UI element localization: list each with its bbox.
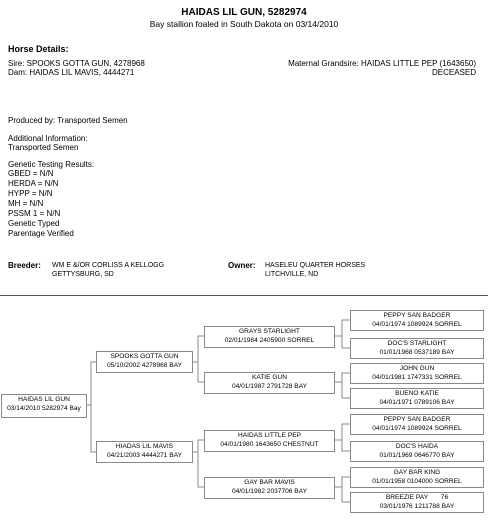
- pedigree-dam: [96, 441, 193, 463]
- horse-name: HAIDAS LITTLE PEP: [237, 432, 302, 439]
- horse-info: 01/01/1969 0646770 BAY: [379, 452, 455, 459]
- horse-info: 03/01/1976 1211788 BAY: [379, 503, 455, 510]
- horse-name: DOC'S STARLIGHT: [387, 340, 447, 347]
- genetic-result: HERDA = N/N: [8, 179, 59, 188]
- horse-name: BUENO KATIE: [395, 390, 439, 397]
- horse-info: 04/01/1974 1089924 SORREL: [372, 321, 462, 328]
- pedigree-subject: [1, 394, 87, 418]
- horse-name: GAY BAR KING: [393, 469, 441, 476]
- horse-info: 04/01/1982 2037706 BAY: [231, 488, 308, 495]
- horse-name: GAY BAR MAVIS: [244, 479, 295, 486]
- additional-info-value: Transported Semen: [8, 143, 79, 152]
- breeder-location: GETTYSBURG, SD: [52, 271, 114, 278]
- pedigree-gen4-4: [350, 388, 484, 409]
- horse-name: GRAYS STARLIGHT: [239, 328, 300, 335]
- produced-by: Produced by: Transported Semen: [8, 116, 128, 125]
- owner-name: HASELEU QUARTER HORSES: [265, 262, 366, 269]
- horse-name: HAIDAS LIL GUN: [18, 396, 70, 403]
- horse-info: 04/01/1971 0789106 BAY: [379, 399, 455, 406]
- pedigree-sire: [96, 351, 193, 373]
- horse-info: 01/01/1958 0104000 SORREL: [372, 478, 462, 485]
- horse-name: PEPPY SAN BADGER: [383, 416, 451, 423]
- horse-info: 04/01/1980 1643650 CHESTNUT: [220, 441, 319, 448]
- genetic-result: Genetic Typed: [8, 219, 60, 228]
- pedigree-gen4-1: [350, 310, 484, 331]
- horse-info: 02/01/1984 2405900 SORREL: [224, 337, 315, 344]
- pedigree-gen4-2: [350, 338, 484, 359]
- horse-info: 04/01/1981 1747331 SORREL: [372, 374, 462, 381]
- horse-name: BREEZIE PAY 76: [385, 494, 449, 501]
- horse-title: HAIDAS LIL GUN, 5282974: [181, 7, 307, 18]
- maternal-grandsire-status: DECEASED: [431, 68, 476, 77]
- genetic-result: GBED = N/N: [8, 169, 54, 178]
- pedigree-gen3-2: [204, 372, 335, 394]
- horse-name: KATIE GUN: [251, 374, 288, 381]
- horse-info: 03/14/2010 5282974 Bay: [7, 405, 81, 412]
- horse-info: 04/01/1987 2791728 BAY: [231, 383, 308, 390]
- pedigree-gen4-7: [350, 467, 484, 488]
- pedigree-gen4-6: [350, 441, 484, 462]
- breeder-name: WM E &/OR CORLISS A KELLOGG: [52, 262, 165, 269]
- genetic-testing-heading: Genetic Testing Results:: [8, 160, 95, 169]
- breeder-label: Breeder:: [8, 261, 41, 270]
- horse-name: JOHN GUN: [399, 365, 435, 372]
- pedigree-gen4-8: [350, 492, 484, 513]
- horse-details-heading: Horse Details:: [8, 44, 69, 54]
- pedigree-gen4-5: [350, 414, 484, 435]
- horse-name: HIADAS LIL MAVIS: [115, 443, 174, 450]
- pedigree-gen3-3: [204, 430, 335, 452]
- horse-subtitle: Bay stallion foaled in South Dakota on 03/14/2010: [149, 19, 339, 29]
- horse-info: 05/10/2002 4278968 BAY: [106, 362, 183, 369]
- owner-label: Owner:: [228, 261, 256, 270]
- horse-info: 04/21/2003 4444271 BAY: [106, 452, 183, 459]
- horse-name: PEPPY SAN BADGER: [383, 312, 451, 319]
- pedigree-gen3-1: [204, 326, 335, 348]
- maternal-grandsire-line: Maternal Grandsire: HAIDAS LITTLE PEP (1643650): [288, 59, 476, 68]
- genetic-result: PSSM 1 = N/N: [8, 209, 61, 218]
- horse-name: DOC'S HAIDA: [395, 443, 439, 450]
- genetic-result: Parentage Verified: [8, 229, 74, 238]
- additional-info-label: Additional Information:: [8, 134, 88, 143]
- genetic-result: MH = N/N: [8, 199, 44, 208]
- pedigree-gen4-3: [350, 363, 484, 384]
- horse-info: 04/01/1974 1089924 SORREL: [372, 425, 462, 432]
- pedigree-gen3-4: [204, 477, 335, 499]
- owner-location: LITCHVILLE, ND: [265, 271, 319, 278]
- dam-line: Dam: HAIDAS LIL MAVIS, 4444271: [8, 68, 135, 77]
- genetic-result: HYPP = N/N: [8, 189, 53, 198]
- horse-name: SPOOKS GOTTA GUN: [110, 353, 179, 360]
- sire-line: Sire: SPOOKS GOTTA GUN, 4278968: [8, 59, 145, 68]
- horse-info: 01/01/1968 0537189 BAY: [379, 349, 455, 356]
